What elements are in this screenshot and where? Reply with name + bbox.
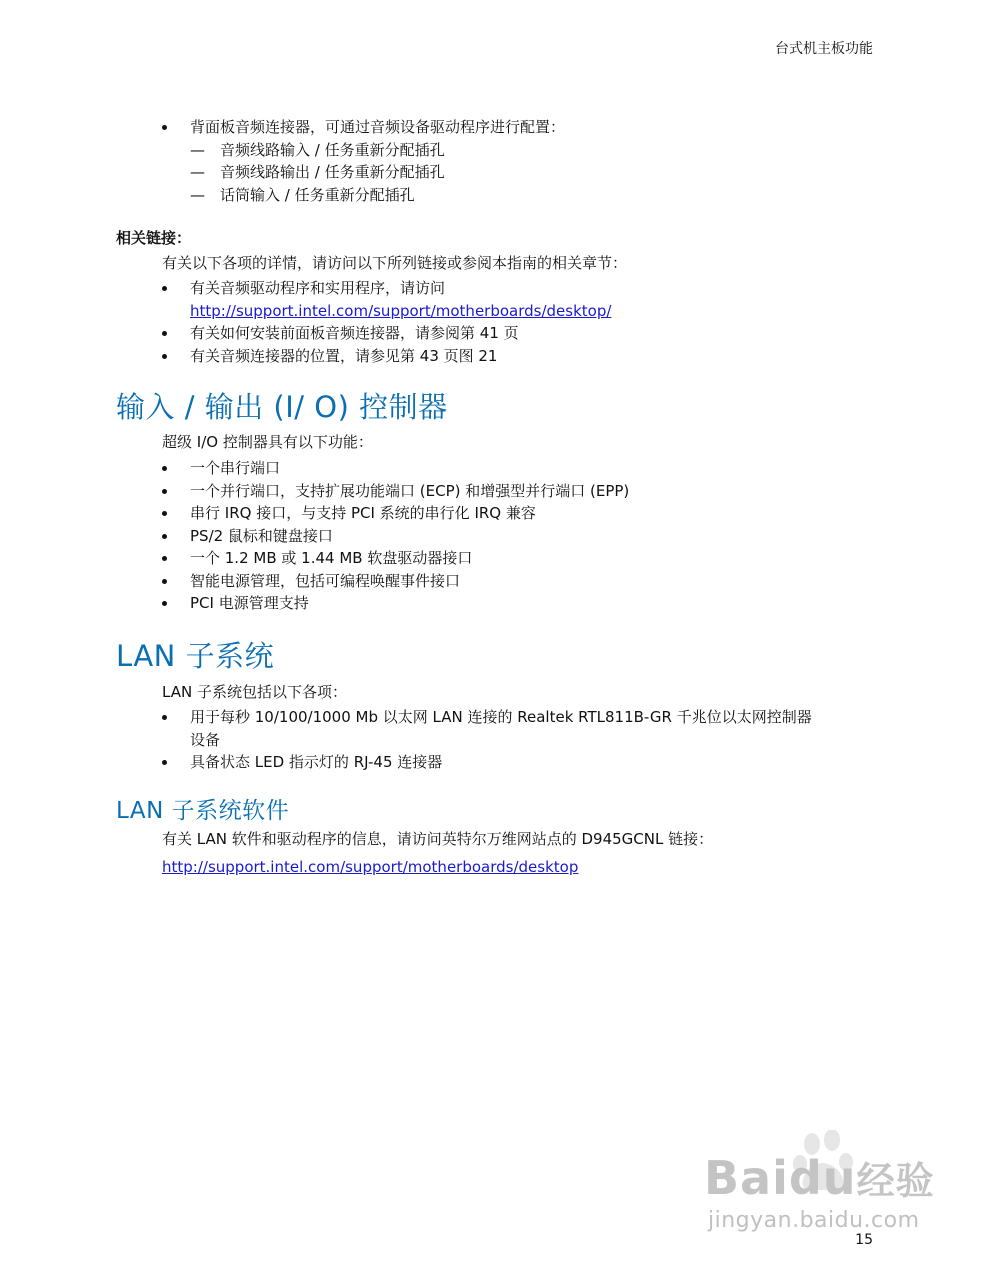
io-controller-heading: 输入 / 输出 (I/ O) 控制器: [116, 390, 448, 424]
bullet-icon: [162, 579, 167, 584]
dash-icon: —: [190, 163, 205, 181]
bullet-icon: [162, 354, 167, 359]
bullet-icon: [162, 715, 167, 720]
page-number: 15: [855, 1232, 873, 1248]
audio-sublist: [190, 139, 565, 207]
bullet-icon: [162, 534, 167, 539]
bullet-icon: [162, 125, 167, 130]
watermark-url: jingyan.baidu.com: [708, 1208, 920, 1233]
bullet-icon: [162, 489, 167, 494]
bullet-icon: [162, 601, 167, 606]
related-links-list: [162, 277, 611, 367]
sub-list-item: — 音频线路输出 / 任务重新分配插孔: [190, 161, 565, 184]
lan-subsystem-heading: LAN 子系统: [116, 639, 275, 673]
bullet-icon: [162, 286, 167, 291]
support-link[interactable]: http://support.intel.com/support/motherboards/desktop/: [190, 301, 612, 320]
dash-icon: —: [190, 185, 205, 204]
list-item: 串行 IRQ 接口，与支持 PCI 系统的串行化 IRQ 兼容: [162, 502, 629, 525]
lan-feature-list: [162, 706, 812, 774]
list-item: 有关音频连接器的位置，请参见第 43 页图 21: [162, 345, 611, 368]
list-item: PCI 电源管理支持: [162, 592, 629, 615]
list-item: 有关音频驱动程序和实用程序，请访问 http://support.intel.com/support/motherboards/desktop/: [162, 277, 611, 322]
list-item: 具备状态 LED 指示灯的 RJ-45 连接器: [162, 751, 812, 774]
audio-bullet-list: [162, 116, 565, 206]
bullet-icon: [162, 331, 167, 336]
bullet-icon: [162, 466, 167, 471]
io-feature-list: [162, 457, 629, 615]
related-links-intro: 有关以下各项的详情，请访问以下所列链接或参阅本指南的相关章节：: [162, 254, 628, 272]
support-link[interactable]: http://support.intel.com/support/motherboards/desktop: [162, 858, 579, 876]
lan-software-heading: LAN 子系统软件: [116, 798, 290, 824]
baidu-brand-text: Baidu经验: [704, 1151, 935, 1205]
bullet-icon: [162, 511, 167, 516]
sub-list-item: — 话筒输入 / 任务重新分配插孔: [190, 184, 565, 207]
lan-intro: LAN 子系统包括以下各项：: [162, 683, 347, 701]
list-item: 一个 1.2 MB 或 1.44 MB 软盘驱动器接口: [162, 547, 629, 570]
list-item: 一个串行端口: [162, 457, 629, 480]
list-item: PS/2 鼠标和键盘接口: [162, 525, 629, 548]
lan-software-link-line: [162, 856, 578, 878]
audio-connector-text: 背面板音频连接器，可通过音频设备驱动程序进行配置：: [190, 118, 566, 136]
lan-software-intro: 有关 LAN 软件和驱动程序的信息，请访问英特尔万维网站点的 D945GCNL 链接：: [162, 830, 714, 848]
running-header: 台式机主板功能: [775, 41, 873, 57]
list-item: 智能电源管理，包括可编程唤醒事件接口: [162, 570, 629, 593]
io-intro: 超级 I/O 控制器具有以下功能：: [162, 433, 373, 451]
list-item: [162, 116, 565, 206]
bullet-icon: [162, 760, 167, 765]
list-item: 有关如何安装前面板音频连接器，请参阅第 41 页: [162, 322, 611, 345]
sub-list-item: — 音频线路输入 / 任务重新分配插孔: [190, 139, 565, 162]
list-item: 一个并行端口，支持扩展功能端口 (ECP) 和增强型并行端口 (EPP): [162, 480, 629, 503]
dash-icon: —: [190, 140, 205, 159]
bullet-icon: [162, 556, 167, 561]
related-links-label: 相关链接：: [116, 229, 192, 247]
list-item: 用于每秒 10/100/1000 Mb 以太网 LAN 连接的 Realtek RTL811B-GR 千兆位以太网控制器 设备: [162, 706, 812, 751]
